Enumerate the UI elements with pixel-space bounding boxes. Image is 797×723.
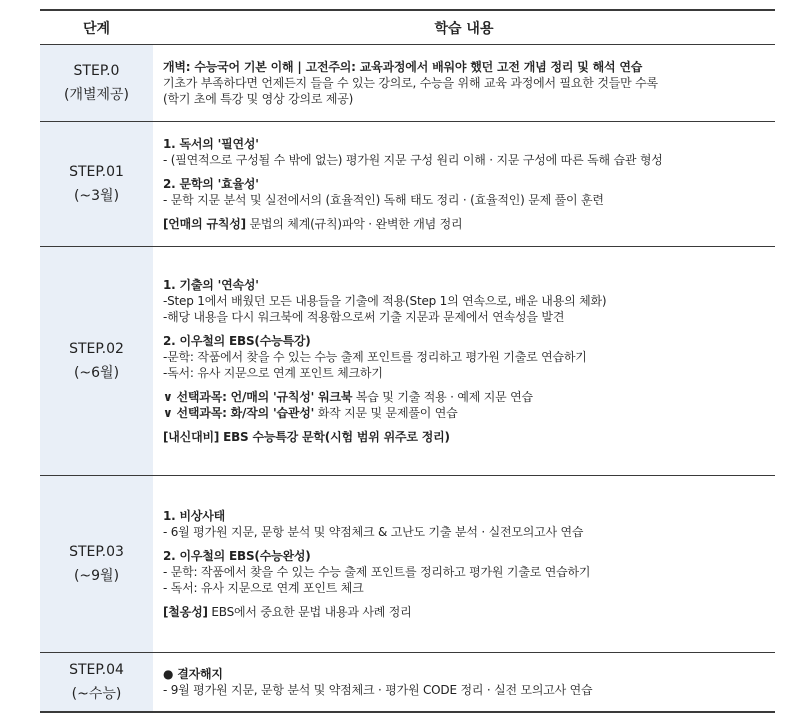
content-line: - 9월 평가원 지문, 문항 분석 및 약점체크 · 평가원 CODE 정리 · 실전 모의고사 연습 (163, 683, 593, 697)
table-row (40, 476, 775, 653)
section-title: 1. 독서의 '필연성' (163, 137, 259, 151)
elective-text: 화작 지문 및 문제풀이 연습 (314, 406, 458, 420)
step-label: STEP.01 (69, 164, 124, 180)
section-title: 1. 비상사태 (163, 509, 226, 523)
tag-text: EBS에서 중요한 문법 내용과 사례 정리 (207, 605, 412, 619)
content-line: 기초가 부족하다면 언제든지 들을 수 있는 강의로, 수능을 위해 교육 과정에서 필요한 것들만 수록 (163, 76, 658, 90)
content-line: - 문학 지문 분석 및 실전에서의 (효율적인) 독해 태도 정리 · (효율적인) 문제 풀이 훈련 (163, 193, 604, 207)
content-cell (153, 247, 775, 476)
step-cell (40, 247, 153, 476)
content-line (163, 405, 775, 421)
step-cell (40, 122, 153, 247)
step-label: STEP.03 (69, 544, 124, 560)
step-cell (40, 476, 153, 653)
content-line: - 독서: 유사 지문으로 연계 포인트 체크 (163, 581, 364, 595)
section-title: 1. 기출의 '연속성' (163, 278, 259, 292)
step-label: STEP.02 (69, 341, 124, 357)
exam-prep-line: [내신대비] EBS 수능특강 문학(시험 범위 위주로 정리) (163, 430, 450, 444)
content-line: - 문학: 작품에서 찾을 수 있는 수능 출제 포인트를 정리하고 평가원 기출로 연습하기 (163, 565, 591, 579)
step-label: STEP.0 (73, 63, 120, 79)
step-label: STEP.04 (69, 662, 124, 678)
curriculum-table (40, 9, 775, 713)
step-period: (~3월) (73, 188, 120, 204)
elective-text: 복습 및 기출 적용 · 예제 지문 연습 (352, 390, 533, 404)
tag-text: 문법의 체계(규칙)파악 · 완벽한 개념 정리 (245, 217, 463, 231)
table-row (40, 122, 775, 247)
tag-label: [언매의 규칙성] (163, 217, 246, 231)
header-step: 단계 (40, 10, 153, 45)
elective-label: ∨ 선택과목: 언/매의 '규칙성' 워크북 (163, 390, 353, 404)
step-period: (~수능) (71, 686, 122, 702)
table-header-row (40, 10, 775, 45)
table-row (40, 247, 775, 476)
section-title: 2. 이우철의 EBS(수능특강) (163, 334, 311, 348)
step-period: (~9월) (73, 568, 120, 584)
section-title: 2. 이우철의 EBS(수능완성) (163, 549, 311, 563)
elective-label: ∨ 선택과목: 화/작의 '습관성' (163, 406, 315, 420)
table-row (40, 45, 775, 122)
step-period: (개별제공) (63, 87, 130, 103)
content-line: -독서: 유사 지문으로 연계 포인트 체크하기 (163, 366, 383, 380)
content-line: -Step 1에서 배웠던 모든 내용들을 기출에 적용(Step 1의 연속으로, 배운 내용의 체화) (163, 294, 607, 308)
step-cell (40, 653, 153, 713)
content-cell (153, 653, 775, 713)
section-title: ● 결자해지 (163, 667, 223, 681)
content-line (163, 216, 775, 232)
content-line: -문학: 작품에서 찾을 수 있는 수능 출제 포인트를 정리하고 평가원 기출로 연습하기 (163, 350, 587, 364)
content-line (163, 389, 775, 405)
content-line: -해당 내용을 다시 워크북에 적용함으로써 기출 지문과 문제에서 연속성을 발견 (163, 310, 565, 324)
step-period: (~6월) (73, 365, 120, 381)
content-line: (학기 초에 특강 및 영상 강의로 제공) (163, 92, 354, 106)
table-row (40, 653, 775, 713)
content-title: 개벽: 수능국어 기본 이해 | 고전주의: 교육과정에서 배워야 했던 고전 개념 정리 및 해석 연습 (163, 60, 643, 74)
header-content: 학습 내용 (153, 10, 775, 45)
content-cell (153, 45, 775, 122)
content-line: - 6월 평가원 지문, 문항 분석 및 약점체크 & 고난도 기출 분석 · 실전모의고사 연습 (163, 525, 584, 539)
section-title: 2. 문학의 '효율성' (163, 177, 259, 191)
content-cell (153, 476, 775, 653)
step-cell (40, 45, 153, 122)
tag-label: [철옹성] (163, 605, 208, 619)
content-cell (153, 122, 775, 247)
content-line (163, 604, 775, 620)
content-line: - (필연적으로 구성될 수 밖에 없는) 평가원 지문 구성 원리 이해 · 지문 구성에 따른 독해 습관 형성 (163, 153, 663, 167)
